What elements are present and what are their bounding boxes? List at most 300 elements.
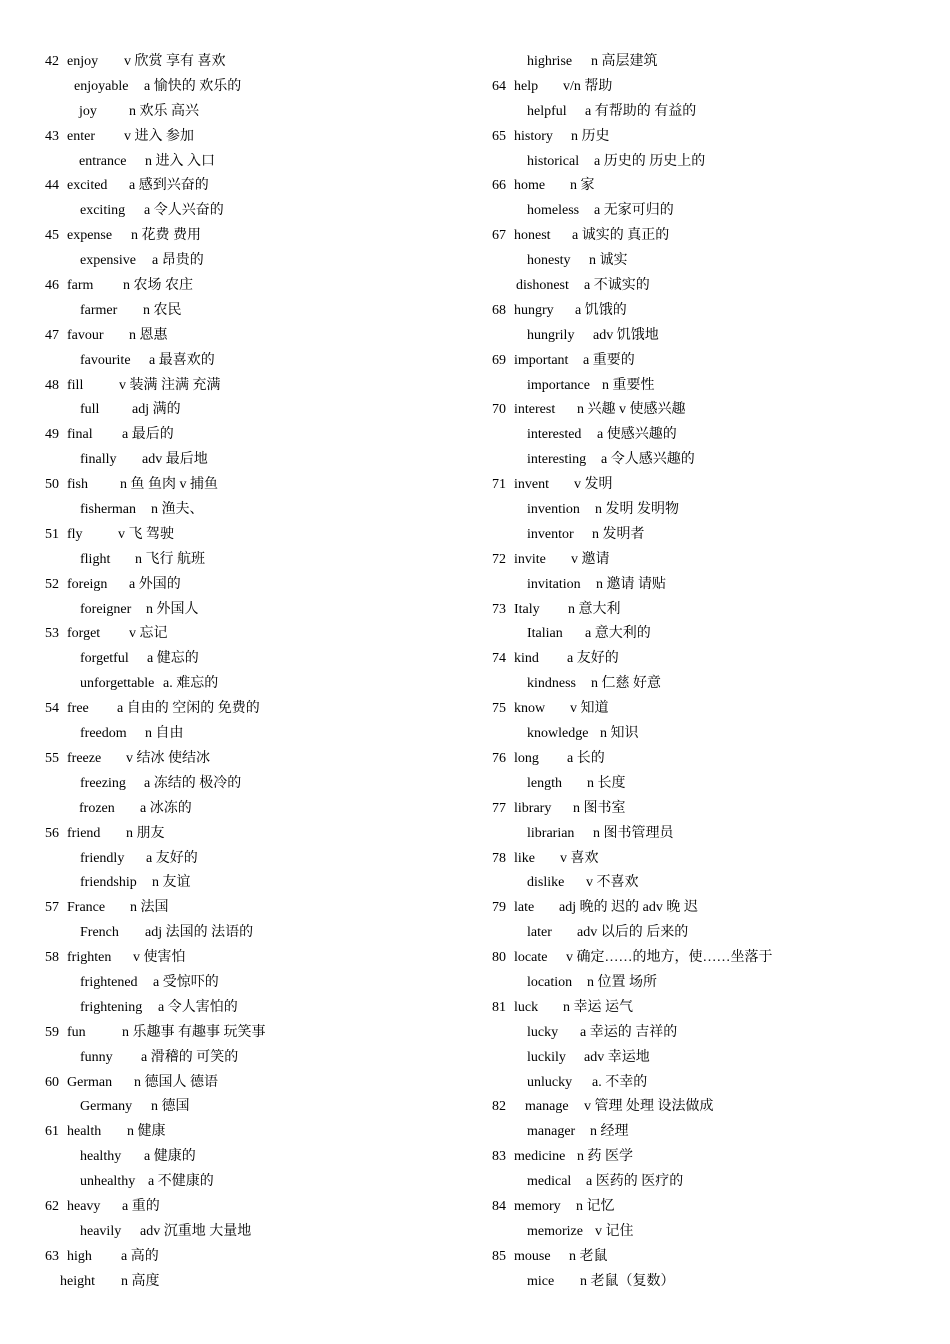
entry-definition: v 知道 (570, 701, 609, 717)
entry-definition: a 诚实的 真正的 (572, 228, 670, 244)
vocab-entry (45, 548, 465, 573)
entry-definition: a. 难忘的 (163, 676, 219, 692)
entry-word: important (514, 352, 569, 368)
entry-number: 85 (492, 1248, 506, 1264)
vocab-entry (45, 1220, 465, 1245)
vocab-entry (45, 822, 465, 847)
vocab-entry (492, 697, 932, 722)
entry-word: importance (527, 377, 590, 393)
entry-word: foreign (67, 576, 108, 592)
vocab-entry (45, 772, 465, 797)
entry-number: 68 (492, 302, 506, 318)
entry-word: Italy (514, 601, 540, 617)
vocab-entry (45, 274, 465, 299)
vocab-entry (45, 573, 465, 598)
entry-definition: v 进入 参加 (124, 128, 194, 144)
vocab-entry (45, 1095, 465, 1120)
entry-definition: n 仁慈 好意 (591, 676, 661, 692)
vocab-entry (492, 224, 932, 249)
vocab-entry (45, 150, 465, 175)
vocab-entry (492, 1071, 932, 1096)
entry-definition: n 图书室 (573, 800, 626, 816)
vocab-entry (492, 772, 932, 797)
vocab-entry (45, 672, 465, 697)
entry-word: heavily (80, 1223, 122, 1239)
entry-word: German (67, 1074, 113, 1090)
entry-definition: n 老鼠 (569, 1248, 608, 1264)
entry-word: excited (67, 178, 108, 194)
entry-word: memorize (527, 1223, 583, 1239)
entry-word: frightened (80, 974, 138, 990)
entry-word: interesting (527, 452, 587, 468)
entry-word: French (80, 925, 119, 941)
entry-definition: a 不诚实的 (584, 278, 650, 294)
entry-definition: a 最后的 (122, 427, 174, 443)
entry-number: 52 (45, 576, 59, 592)
entry-word: history (514, 128, 553, 144)
vocab-entry (492, 946, 932, 971)
entry-definition: n 高度 (121, 1273, 160, 1289)
entry-word: fun (67, 1024, 86, 1040)
entry-word: Italian (527, 626, 563, 642)
vocab-entry (492, 1220, 932, 1245)
vocab-entry (45, 896, 465, 921)
entry-definition: v 发明 (574, 477, 613, 493)
entry-word: long (514, 750, 539, 766)
entry-word: high (67, 1248, 92, 1264)
entry-definition: v 欣赏 享有 喜欢 (124, 54, 226, 69)
entry-word: helpful (527, 103, 567, 119)
entry-definition: a 最喜欢的 (149, 352, 215, 368)
entry-definition: n 高层建筑 (591, 54, 658, 69)
entry-definition: n 兴趣 v 使感兴趣 (577, 402, 686, 418)
entry-definition: n 长度 (587, 775, 626, 791)
entry-word: freeze (67, 750, 102, 766)
vocab-entry (45, 448, 465, 473)
entry-definition: v 不喜欢 (586, 875, 639, 891)
entry-number: 82 (492, 1099, 506, 1115)
vocab-entry (45, 249, 465, 274)
vocab-entry (45, 498, 465, 523)
entry-definition: v 记住 (595, 1223, 634, 1239)
entry-definition: a 外国的 (129, 576, 181, 592)
entry-definition: n 欢乐 高兴 (129, 103, 199, 119)
vocab-entry (45, 199, 465, 224)
entry-number: 79 (492, 900, 506, 916)
entry-definition: a 滑稽的 可笑的 (141, 1049, 239, 1065)
vocab-entry (45, 697, 465, 722)
vocab-entry (492, 1046, 932, 1071)
entry-word: joy (79, 103, 97, 119)
entry-word: inventor (527, 526, 574, 542)
entry-definition: a 使感兴趣的 (597, 427, 677, 443)
vocab-entry (492, 1145, 932, 1170)
entry-definition: v 喜欢 (560, 850, 599, 866)
entry-word: help (514, 78, 539, 94)
entry-word: entrance (79, 153, 127, 169)
vocab-entry (492, 573, 932, 598)
vocab-entry (45, 971, 465, 996)
entry-word: fish (67, 477, 88, 493)
vocab-entry (492, 473, 932, 498)
entry-number: 62 (45, 1198, 59, 1214)
entry-number: 83 (492, 1149, 506, 1165)
vocab-entry (492, 1021, 932, 1046)
entry-word: unforgettable (80, 676, 155, 692)
entry-definition: n 健康 (127, 1124, 166, 1140)
entry-word: location (527, 974, 573, 990)
entry-definition: v 装满 注满 充满 (119, 377, 221, 393)
entry-word: interested (527, 427, 582, 443)
entry-definition: n 进入 入口 (145, 153, 215, 169)
vocab-entry (45, 747, 465, 772)
entry-word: invitation (527, 576, 581, 592)
entry-definition: a 长的 (567, 750, 605, 766)
entry-word: hungrily (527, 327, 575, 343)
vocab-entry (492, 374, 932, 399)
entry-number: 54 (45, 701, 59, 717)
entry-definition: adv 最后地 (142, 452, 208, 468)
entry-definition: n 花费 费用 (131, 228, 201, 244)
entry-definition: a 医药的 医疗的 (586, 1174, 684, 1190)
entry-definition: a 友好的 (567, 651, 619, 667)
vocab-entry (492, 523, 932, 548)
vocab-entry (492, 274, 932, 299)
vocab-entry (45, 622, 465, 647)
entry-word: kindness (527, 676, 576, 692)
entry-definition: adv 饥饿地 (593, 327, 659, 343)
vocab-entry (492, 921, 932, 946)
entry-definition: a 历史的 历史上的 (594, 153, 706, 169)
entry-definition: adv 幸运地 (584, 1049, 650, 1065)
entry-word: mice (527, 1273, 555, 1289)
vocab-entry (492, 50, 932, 75)
entry-word: finally (80, 452, 117, 468)
vocab-entry (492, 423, 932, 448)
vocab-entry (492, 622, 932, 647)
vocab-entry (492, 598, 932, 623)
right-column (492, 50, 932, 1295)
vocab-entry (492, 747, 932, 772)
entry-word: enjoyable (74, 78, 129, 94)
vocab-entry (492, 349, 932, 374)
entry-word: locate (514, 950, 548, 966)
entry-word: forget (67, 626, 101, 642)
entry-definition: n 法国 (130, 900, 169, 916)
entry-definition: a 无家可归的 (594, 203, 674, 219)
vocab-entry (492, 797, 932, 822)
entry-word: flight (80, 551, 111, 567)
entry-number: 44 (45, 178, 59, 194)
vocab-entry (492, 249, 932, 274)
vocab-entry (45, 174, 465, 199)
entry-word: dishonest (516, 278, 569, 294)
entry-word: foreigner (80, 601, 132, 617)
entry-definition: n 乐趣事 有趣事 玩笑事 (122, 1024, 266, 1040)
entry-number: 47 (45, 327, 59, 343)
entry-number: 72 (492, 551, 506, 567)
entry-number: 73 (492, 601, 506, 617)
vocab-entry (45, 299, 465, 324)
entry-definition: a 感到兴奋的 (129, 178, 209, 194)
entry-definition: v 使害怕 (133, 950, 186, 966)
entry-definition: a 令人害怕的 (158, 999, 238, 1015)
entry-definition: n 德国人 德语 (134, 1074, 218, 1090)
vocab-entry (45, 523, 465, 548)
vocab-entry (492, 996, 932, 1021)
entry-number: 59 (45, 1024, 59, 1040)
vocab-entry (45, 398, 465, 423)
entry-word: free (67, 701, 89, 717)
entry-word: luck (514, 999, 539, 1015)
entry-word: memory (514, 1198, 561, 1214)
vocab-entry (45, 423, 465, 448)
entry-word: farm (67, 278, 94, 294)
entry-definition: a 令人感兴趣的 (601, 452, 695, 468)
entry-word: forgetful (80, 651, 129, 667)
entry-word: frighten (67, 950, 112, 966)
entry-definition: n 外国人 (146, 601, 199, 617)
entry-number: 67 (492, 228, 506, 244)
vocab-entry (45, 324, 465, 349)
vocab-entry (492, 199, 932, 224)
entry-number: 53 (45, 626, 59, 642)
entry-definition: n 发明 发明物 (595, 502, 679, 518)
vocab-entry (492, 722, 932, 747)
entry-word: favourite (80, 352, 131, 368)
entry-word: fill (67, 377, 84, 393)
entry-definition: a 不健康的 (148, 1174, 214, 1190)
vocab-entry (492, 1120, 932, 1145)
vocab-entry (492, 1195, 932, 1220)
entry-number: 81 (492, 999, 506, 1015)
entry-number: 55 (45, 750, 59, 766)
entry-word: like (514, 850, 535, 866)
entry-number: 61 (45, 1124, 59, 1140)
entry-number: 48 (45, 377, 59, 393)
entry-word: knowledge (527, 726, 589, 742)
entry-number: 57 (45, 900, 59, 916)
entry-definition: n 农场 农庄 (123, 278, 193, 294)
entry-definition: a 健忘的 (147, 651, 199, 667)
entry-definition: v 邀请 (571, 551, 610, 567)
entry-definition: n 德国 (151, 1099, 190, 1115)
entry-number: 65 (492, 128, 506, 144)
entry-definition: v/n 帮助 (563, 78, 613, 94)
vocab-entry (492, 896, 932, 921)
entry-word: librarian (527, 825, 575, 841)
vocab-entry (45, 50, 465, 75)
entry-word: friend (67, 825, 101, 841)
entry-number: 49 (45, 427, 59, 443)
entry-number: 84 (492, 1198, 506, 1214)
vocab-entry (45, 1046, 465, 1071)
vocab-entry (45, 1120, 465, 1145)
entry-definition: a 重的 (122, 1198, 160, 1214)
entry-definition: n 鱼 鱼肉 v 捕鱼 (120, 477, 218, 493)
entry-definition: n 诚实 (589, 253, 628, 269)
entry-number: 51 (45, 526, 59, 542)
entry-word: highrise (527, 54, 573, 69)
entry-number: 58 (45, 950, 59, 966)
vocab-entry (45, 1245, 465, 1270)
entry-definition: n 老鼠（复数） (580, 1273, 675, 1289)
vocab-entry (492, 498, 932, 523)
vocab-entry (492, 1170, 932, 1195)
entry-word: enjoy (67, 54, 99, 69)
entry-definition: a 冰冻的 (140, 800, 192, 816)
entry-definition: adj 法国的 法语的 (145, 925, 254, 941)
entry-definition: n 家 (570, 178, 595, 194)
entry-number: 80 (492, 950, 506, 966)
entry-word: France (67, 900, 106, 916)
entry-word: lucky (527, 1024, 559, 1040)
vocab-entry (45, 1270, 465, 1295)
entry-word: kind (514, 651, 539, 667)
entry-number: 50 (45, 477, 59, 493)
entry-number: 42 (45, 54, 59, 69)
entry-definition: v 忘记 (129, 626, 168, 642)
entry-definition: n 历史 (571, 128, 610, 144)
entry-word: heavy (67, 1198, 101, 1214)
vocab-entry (492, 1095, 932, 1120)
entry-word: expensive (80, 253, 136, 269)
entry-word: final (67, 427, 93, 443)
entry-word: late (514, 900, 535, 916)
entry-word: fisherman (80, 502, 136, 518)
vocab-entry (45, 1195, 465, 1220)
vocab-entry (45, 125, 465, 150)
vocab-entry (492, 822, 932, 847)
vocab-entry (45, 1021, 465, 1046)
entry-definition: n 朋友 (126, 825, 165, 841)
entry-definition: a 重要的 (583, 352, 635, 368)
entry-definition: adj 晚的 迟的 adv 晚 迟 (559, 900, 698, 916)
entry-word: know (514, 701, 546, 717)
vocab-entry (45, 722, 465, 747)
vocab-entry (492, 125, 932, 150)
entry-word: full (80, 402, 100, 418)
entry-definition: a 愉快的 欢乐的 (144, 78, 242, 94)
entry-definition: a 高的 (121, 1248, 159, 1264)
vocab-entry (45, 1170, 465, 1195)
entry-definition: a 意大利的 (585, 626, 651, 642)
entry-definition: v 管理 处理 设法做成 (584, 1099, 714, 1115)
vocab-entry (492, 324, 932, 349)
entry-word: interest (514, 402, 556, 418)
entry-word: length (527, 775, 562, 791)
entry-word: manager (527, 1124, 576, 1140)
vocab-entry (45, 224, 465, 249)
entry-definition: n 自由 (145, 726, 184, 742)
entry-definition: n 友谊 (152, 875, 191, 891)
entry-definition: a 令人兴奋的 (144, 203, 224, 219)
vocab-entry (492, 871, 932, 896)
entry-word: honesty (527, 253, 571, 269)
entry-word: unlucky (527, 1074, 573, 1090)
vocab-entry (492, 100, 932, 125)
entry-number: 46 (45, 278, 59, 294)
entry-word: expense (67, 228, 113, 244)
entry-word: mouse (514, 1248, 551, 1264)
entry-word: farmer (80, 302, 118, 318)
vocab-entry (492, 299, 932, 324)
vocab-entry (45, 946, 465, 971)
vocab-entry (45, 847, 465, 872)
entry-number: 71 (492, 477, 506, 493)
entry-number: 45 (45, 228, 59, 244)
vocab-entry (45, 996, 465, 1021)
entry-word: hungry (514, 302, 554, 318)
entry-definition: a 饥饿的 (575, 302, 627, 318)
entry-definition: n 恩惠 (129, 327, 168, 343)
entry-definition: a 友好的 (146, 850, 198, 866)
entry-definition: n 意大利 (568, 601, 621, 617)
entry-definition: v 确定……的地方，使……坐落于 (566, 950, 773, 966)
entry-definition: v 结冰 使结冰 (126, 750, 210, 766)
entry-definition: adv 以后的 后来的 (577, 925, 689, 941)
vocab-entry (492, 1245, 932, 1270)
vocab-entry (492, 1270, 932, 1295)
vocab-entry (45, 598, 465, 623)
entry-definition: n 记忆 (576, 1198, 615, 1214)
entry-definition: n 邀请 请贴 (596, 576, 666, 592)
left-column (45, 50, 465, 1295)
vocab-entry (45, 1071, 465, 1096)
vocab-entry (492, 398, 932, 423)
entry-definition: a 自由的 空闲的 免费的 (117, 701, 260, 717)
entry-definition: n 药 医学 (577, 1149, 633, 1165)
entry-word: fly (67, 526, 83, 542)
entry-definition: n 幸运 运气 (563, 999, 633, 1015)
entry-word: library (514, 800, 552, 816)
entry-number: 60 (45, 1074, 59, 1090)
entry-word: home (514, 178, 546, 194)
entry-number: 43 (45, 128, 59, 144)
entry-number: 70 (492, 402, 506, 418)
entry-definition: adj 满的 (132, 402, 181, 418)
entry-word: freezing (80, 775, 126, 791)
vocab-entry (45, 100, 465, 125)
entry-definition: n 重要性 (602, 377, 655, 393)
entry-definition: a 有帮助的 有益的 (585, 103, 697, 119)
entry-word: invention (527, 502, 580, 518)
entry-word: luckily (527, 1049, 566, 1065)
entry-word: invent (514, 477, 549, 493)
entry-word: later (527, 925, 552, 941)
entry-definition: a 健康的 (144, 1149, 196, 1165)
entry-definition: n 图书管理员 (593, 825, 674, 841)
entry-definition: n 经理 (590, 1124, 629, 1140)
entry-definition: n 发明者 (592, 526, 645, 542)
entry-definition: n 飞行 航班 (135, 551, 205, 567)
entry-word: Germany (80, 1099, 133, 1115)
entry-word: freedom (80, 726, 127, 742)
vocab-entry (45, 75, 465, 100)
entry-word: dislike (527, 875, 565, 891)
entry-definition: n 知识 (600, 726, 639, 742)
entry-definition: v 飞 驾驶 (118, 526, 174, 542)
entry-number: 75 (492, 701, 506, 717)
entry-word: healthy (80, 1149, 122, 1165)
entry-word: health (67, 1124, 102, 1140)
entry-number: 78 (492, 850, 506, 866)
entry-definition: a 冻结的 极冷的 (144, 775, 242, 791)
entry-word: friendship (80, 875, 137, 891)
entry-word: medical (527, 1174, 572, 1190)
entry-word: height (60, 1273, 95, 1289)
vocab-entry (45, 349, 465, 374)
